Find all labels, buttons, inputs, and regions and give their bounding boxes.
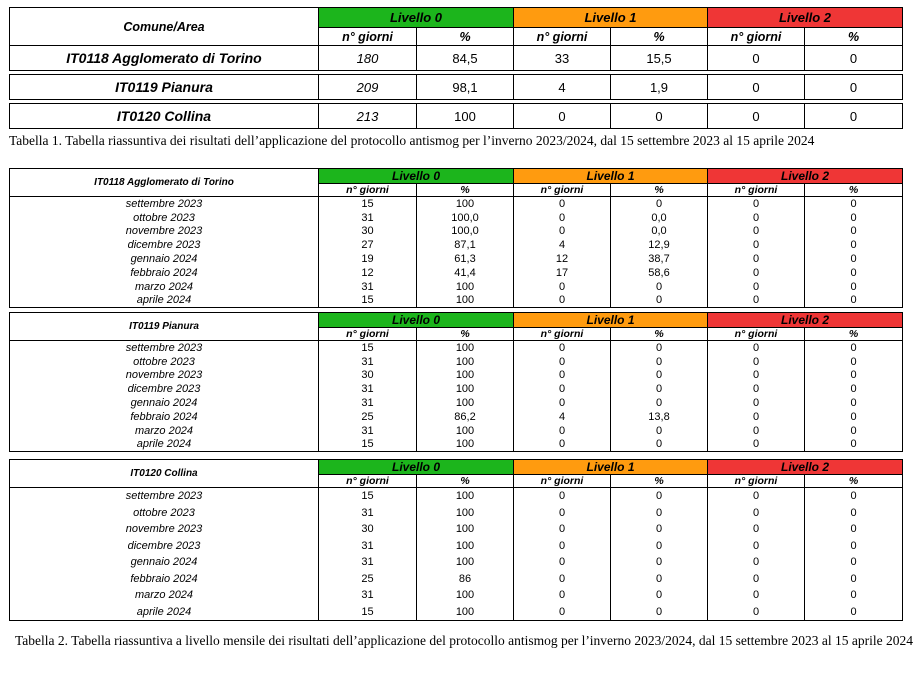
level0-percent: 84,5: [417, 46, 514, 71]
month-label: gennaio 2024: [10, 396, 319, 410]
level1-percent: 0: [611, 294, 708, 308]
level2-percent: 0: [805, 587, 903, 604]
level1-percent: 0: [611, 424, 708, 438]
level2-percent: 0: [805, 554, 903, 571]
level2-percent: 0: [805, 252, 903, 266]
level0-days: 15: [319, 604, 417, 621]
level1-days: 0: [514, 211, 611, 225]
level0-days: 31: [319, 382, 417, 396]
table-row: [10, 252, 903, 266]
days-header: n° giorni: [319, 184, 417, 197]
level0-percent: 100,0: [417, 225, 514, 239]
month-label: novembre 2023: [10, 521, 319, 538]
level0-percent: 100: [417, 424, 514, 438]
level2-header: Livello 2: [708, 313, 903, 328]
percent-header: %: [417, 184, 514, 197]
level2-days: 0: [708, 505, 805, 522]
table-row: [10, 604, 903, 621]
level0-percent: 61,3: [417, 252, 514, 266]
level2-days: 0: [708, 382, 805, 396]
percent-header: %: [611, 184, 708, 197]
level2-percent: 0: [805, 382, 903, 396]
table-row: [10, 424, 903, 438]
level0-percent: 100: [417, 369, 514, 383]
summary-row: [10, 75, 903, 100]
level1-days: 0: [514, 521, 611, 538]
level1-days: 0: [514, 396, 611, 410]
level1-days: 12: [514, 252, 611, 266]
level0-days: 31: [319, 355, 417, 369]
level1-days: 0: [514, 424, 611, 438]
days-header: n° giorni: [708, 328, 805, 341]
level0-percent: 41,4: [417, 266, 514, 280]
level2-percent: 0: [805, 294, 903, 308]
level0-days: 31: [319, 396, 417, 410]
days-header: n° giorni: [514, 475, 611, 488]
table-row: [10, 211, 903, 225]
level0-percent: 86: [417, 571, 514, 588]
table-row: [10, 382, 903, 396]
level2-days: 0: [708, 554, 805, 571]
level1-percent: 38,7: [611, 252, 708, 266]
level2-percent: 0: [805, 424, 903, 438]
area-header: Comune/Area: [10, 8, 319, 46]
level0-days: 15: [319, 197, 417, 211]
days-header: n° giorni: [708, 28, 805, 46]
table-row: [10, 488, 903, 505]
level0-days: 31: [319, 505, 417, 522]
level2-percent: 0: [805, 266, 903, 280]
level1-percent: 0: [611, 538, 708, 555]
month-label: ottobre 2023: [10, 355, 319, 369]
month-label: settembre 2023: [10, 488, 319, 505]
level0-header: Livello 0: [319, 460, 514, 475]
level1-percent: 0: [611, 382, 708, 396]
month-label: dicembre 2023: [10, 382, 319, 396]
level1-days: 0: [514, 538, 611, 555]
month-label: febbraio 2024: [10, 571, 319, 588]
percent-header: %: [611, 328, 708, 341]
level1-percent: 0: [611, 396, 708, 410]
level2-days: 0: [708, 341, 805, 355]
level0-days: 31: [319, 424, 417, 438]
level0-days: 213: [319, 104, 417, 129]
level0-days: 31: [319, 554, 417, 571]
level1-days: 0: [514, 488, 611, 505]
level2-days: 0: [708, 604, 805, 621]
level1-percent: 12,9: [611, 238, 708, 252]
level2-days: 0: [708, 410, 805, 424]
level2-days: 0: [708, 104, 805, 129]
level1-percent: 0,0: [611, 211, 708, 225]
level1-percent: 0: [611, 355, 708, 369]
level1-days: 33: [514, 46, 611, 71]
level0-percent: 100: [417, 587, 514, 604]
level0-days: 30: [319, 225, 417, 239]
level1-days: 0: [514, 587, 611, 604]
level1-days: 0: [514, 104, 611, 129]
month-label: dicembre 2023: [10, 238, 319, 252]
level2-days: 0: [708, 521, 805, 538]
days-header: n° giorni: [708, 184, 805, 197]
area-name: IT0120 Collina: [10, 460, 319, 488]
level0-days: 15: [319, 488, 417, 505]
level1-days: 0: [514, 280, 611, 294]
level1-header: Livello 1: [514, 313, 708, 328]
level2-days: 0: [708, 266, 805, 280]
days-header: n° giorni: [319, 328, 417, 341]
level2-header: Livello 2: [708, 8, 903, 28]
month-label: gennaio 2024: [10, 554, 319, 571]
days-header: n° giorni: [514, 184, 611, 197]
level0-percent: 100: [417, 488, 514, 505]
level0-percent: 100: [417, 505, 514, 522]
level0-percent: 100: [417, 554, 514, 571]
level1-days: 0: [514, 571, 611, 588]
level2-percent: 0: [805, 488, 903, 505]
days-header: n° giorni: [319, 475, 417, 488]
level2-percent: 0: [805, 410, 903, 424]
level0-percent: 100: [417, 341, 514, 355]
level0-percent: 100: [417, 382, 514, 396]
level2-days: 0: [708, 238, 805, 252]
level1-percent: 0: [611, 341, 708, 355]
month-label: febbraio 2024: [10, 266, 319, 280]
area-name: IT0118 Agglomerato di Torino: [10, 46, 319, 71]
level2-percent: 0: [805, 104, 903, 129]
level2-days: 0: [708, 355, 805, 369]
level1-days: 0: [514, 294, 611, 308]
table-row: [10, 238, 903, 252]
table-row: [10, 197, 903, 211]
level2-percent: 0: [805, 197, 903, 211]
level2-days: 0: [708, 75, 805, 100]
level0-percent: 86,2: [417, 410, 514, 424]
table-row: [10, 294, 903, 308]
level1-header: Livello 1: [514, 460, 708, 475]
table1-caption: Tabella 1. Tabella riassuntiva dei risultati dell’applicazione del protocollo antismog per l’inverno 2023/2024, dal 15 settembre 2023 al 15 aprile 2024: [9, 133, 815, 148]
table-row: [10, 355, 903, 369]
level1-percent: 13,8: [611, 410, 708, 424]
level1-days: 0: [514, 554, 611, 571]
percent-header: %: [805, 475, 903, 488]
level0-percent: 100: [417, 197, 514, 211]
level2-days: 0: [708, 438, 805, 452]
level0-days: 15: [319, 341, 417, 355]
month-label: ottobre 2023: [10, 505, 319, 522]
level0-days: 209: [319, 75, 417, 100]
level1-percent: 0: [611, 280, 708, 294]
level1-days: 0: [514, 604, 611, 621]
summary-row: [10, 104, 903, 129]
level2-days: 0: [708, 46, 805, 71]
percent-header: %: [805, 184, 903, 197]
level0-percent: 100: [417, 355, 514, 369]
level1-days: 4: [514, 75, 611, 100]
level2-days: 0: [708, 424, 805, 438]
level0-percent: 87,1: [417, 238, 514, 252]
level2-days: 0: [708, 225, 805, 239]
level1-percent: 0: [611, 604, 708, 621]
month-label: marzo 2024: [10, 280, 319, 294]
month-label: gennaio 2024: [10, 252, 319, 266]
level1-days: 0: [514, 197, 611, 211]
level0-percent: 100: [417, 396, 514, 410]
table-row: [10, 438, 903, 452]
level2-days: 0: [708, 488, 805, 505]
level1-days: 0: [514, 438, 611, 452]
monthly-table: [9, 312, 903, 452]
level1-percent: 0: [611, 521, 708, 538]
level2-days: 0: [708, 571, 805, 588]
level0-percent: 100: [417, 104, 514, 129]
level2-percent: 0: [805, 604, 903, 621]
table-row: [10, 521, 903, 538]
month-label: settembre 2023: [10, 197, 319, 211]
monthly-table: [9, 459, 903, 621]
level1-percent: 0: [611, 438, 708, 452]
level0-header: Livello 0: [319, 169, 514, 184]
level2-percent: 0: [805, 571, 903, 588]
level0-days: 180: [319, 46, 417, 71]
percent-header: %: [805, 328, 903, 341]
level1-days: 0: [514, 355, 611, 369]
level1-days: 0: [514, 505, 611, 522]
level0-days: 25: [319, 571, 417, 588]
level2-percent: 0: [805, 355, 903, 369]
percent-header: %: [417, 475, 514, 488]
level2-days: 0: [708, 280, 805, 294]
level0-header: Livello 0: [319, 8, 514, 28]
monthly-table: [9, 168, 903, 308]
level2-days: 0: [708, 396, 805, 410]
level1-percent: 0: [611, 587, 708, 604]
level1-days: 0: [514, 341, 611, 355]
level2-days: 0: [708, 211, 805, 225]
level1-days: 0: [514, 225, 611, 239]
level1-percent: 58,6: [611, 266, 708, 280]
level1-percent: 0: [611, 488, 708, 505]
table-row: [10, 571, 903, 588]
level1-days: 0: [514, 382, 611, 396]
level2-percent: 0: [805, 369, 903, 383]
percent-header: %: [611, 28, 708, 46]
table-row: [10, 505, 903, 522]
month-label: ottobre 2023: [10, 211, 319, 225]
level2-percent: 0: [805, 538, 903, 555]
month-label: settembre 2023: [10, 341, 319, 355]
level1-percent: 0: [611, 571, 708, 588]
area-name: IT0120 Collina: [10, 104, 319, 129]
table-row: [10, 266, 903, 280]
summary-table: [9, 7, 903, 129]
summary-row: [10, 46, 903, 71]
level0-percent: 98,1: [417, 75, 514, 100]
level0-days: 12: [319, 266, 417, 280]
level0-days: 31: [319, 587, 417, 604]
level0-percent: 100: [417, 294, 514, 308]
level2-percent: 0: [805, 505, 903, 522]
level2-days: 0: [708, 252, 805, 266]
level2-days: 0: [708, 197, 805, 211]
area-name: IT0118 Agglomerato di Torino: [10, 169, 319, 197]
percent-header: %: [611, 475, 708, 488]
level1-header: Livello 1: [514, 8, 708, 28]
level0-days: 31: [319, 280, 417, 294]
level2-percent: 0: [805, 438, 903, 452]
month-label: aprile 2024: [10, 438, 319, 452]
level2-percent: 0: [805, 280, 903, 294]
table-row: [10, 369, 903, 383]
level1-percent: 15,5: [611, 46, 708, 71]
level0-days: 30: [319, 521, 417, 538]
level2-percent: 0: [805, 521, 903, 538]
level0-percent: 100: [417, 538, 514, 555]
level1-header: Livello 1: [514, 169, 708, 184]
table-row: [10, 341, 903, 355]
table-row: [10, 396, 903, 410]
table-row: [10, 280, 903, 294]
level2-days: 0: [708, 587, 805, 604]
level1-days: 17: [514, 266, 611, 280]
table-row: [10, 587, 903, 604]
table-row: [10, 538, 903, 555]
level1-percent: 1,9: [611, 75, 708, 100]
level2-percent: 0: [805, 225, 903, 239]
days-header: n° giorni: [514, 328, 611, 341]
level1-percent: 0: [611, 104, 708, 129]
days-header: n° giorni: [319, 28, 417, 46]
level2-percent: 0: [805, 396, 903, 410]
level0-days: 15: [319, 438, 417, 452]
area-name: IT0119 Pianura: [10, 313, 319, 341]
days-header: n° giorni: [708, 475, 805, 488]
level2-percent: 0: [805, 211, 903, 225]
table-row: [10, 225, 903, 239]
month-label: aprile 2024: [10, 604, 319, 621]
table2-caption: Tabella 2. Tabella riassuntiva a livello mensile dei risultati dell’applicazione del protocollo antismog per l’inverno 2023/2024, dal 15 settembre 2023 al 15 aprile 2024: [15, 633, 913, 648]
percent-header: %: [805, 28, 903, 46]
level0-percent: 100: [417, 604, 514, 621]
level0-percent: 100: [417, 280, 514, 294]
level2-percent: 0: [805, 46, 903, 71]
level2-days: 0: [708, 294, 805, 308]
level2-header: Livello 2: [708, 460, 903, 475]
level0-percent: 100,0: [417, 211, 514, 225]
area-name: IT0119 Pianura: [10, 75, 319, 100]
level1-percent: 0: [611, 554, 708, 571]
level1-percent: 0: [611, 197, 708, 211]
level0-days: 30: [319, 369, 417, 383]
level2-days: 0: [708, 538, 805, 555]
percent-header: %: [417, 328, 514, 341]
month-label: marzo 2024: [10, 587, 319, 604]
percent-header: %: [417, 28, 514, 46]
level0-header: Livello 0: [319, 313, 514, 328]
level2-percent: 0: [805, 341, 903, 355]
month-label: novembre 2023: [10, 369, 319, 383]
level0-percent: 100: [417, 521, 514, 538]
level0-days: 27: [319, 238, 417, 252]
level1-percent: 0,0: [611, 225, 708, 239]
level1-days: 4: [514, 410, 611, 424]
level0-percent: 100: [417, 438, 514, 452]
level0-days: 25: [319, 410, 417, 424]
level2-days: 0: [708, 369, 805, 383]
level0-days: 31: [319, 211, 417, 225]
level0-days: 31: [319, 538, 417, 555]
days-header: n° giorni: [514, 28, 611, 46]
level1-days: 0: [514, 369, 611, 383]
level1-days: 4: [514, 238, 611, 252]
level1-percent: 0: [611, 369, 708, 383]
level2-header: Livello 2: [708, 169, 903, 184]
level2-percent: 0: [805, 75, 903, 100]
level0-days: 15: [319, 294, 417, 308]
month-label: marzo 2024: [10, 424, 319, 438]
month-label: novembre 2023: [10, 225, 319, 239]
month-label: febbraio 2024: [10, 410, 319, 424]
month-label: dicembre 2023: [10, 538, 319, 555]
month-label: aprile 2024: [10, 294, 319, 308]
table-row: [10, 410, 903, 424]
level2-percent: 0: [805, 238, 903, 252]
level1-percent: 0: [611, 505, 708, 522]
level0-days: 19: [319, 252, 417, 266]
table-row: [10, 554, 903, 571]
